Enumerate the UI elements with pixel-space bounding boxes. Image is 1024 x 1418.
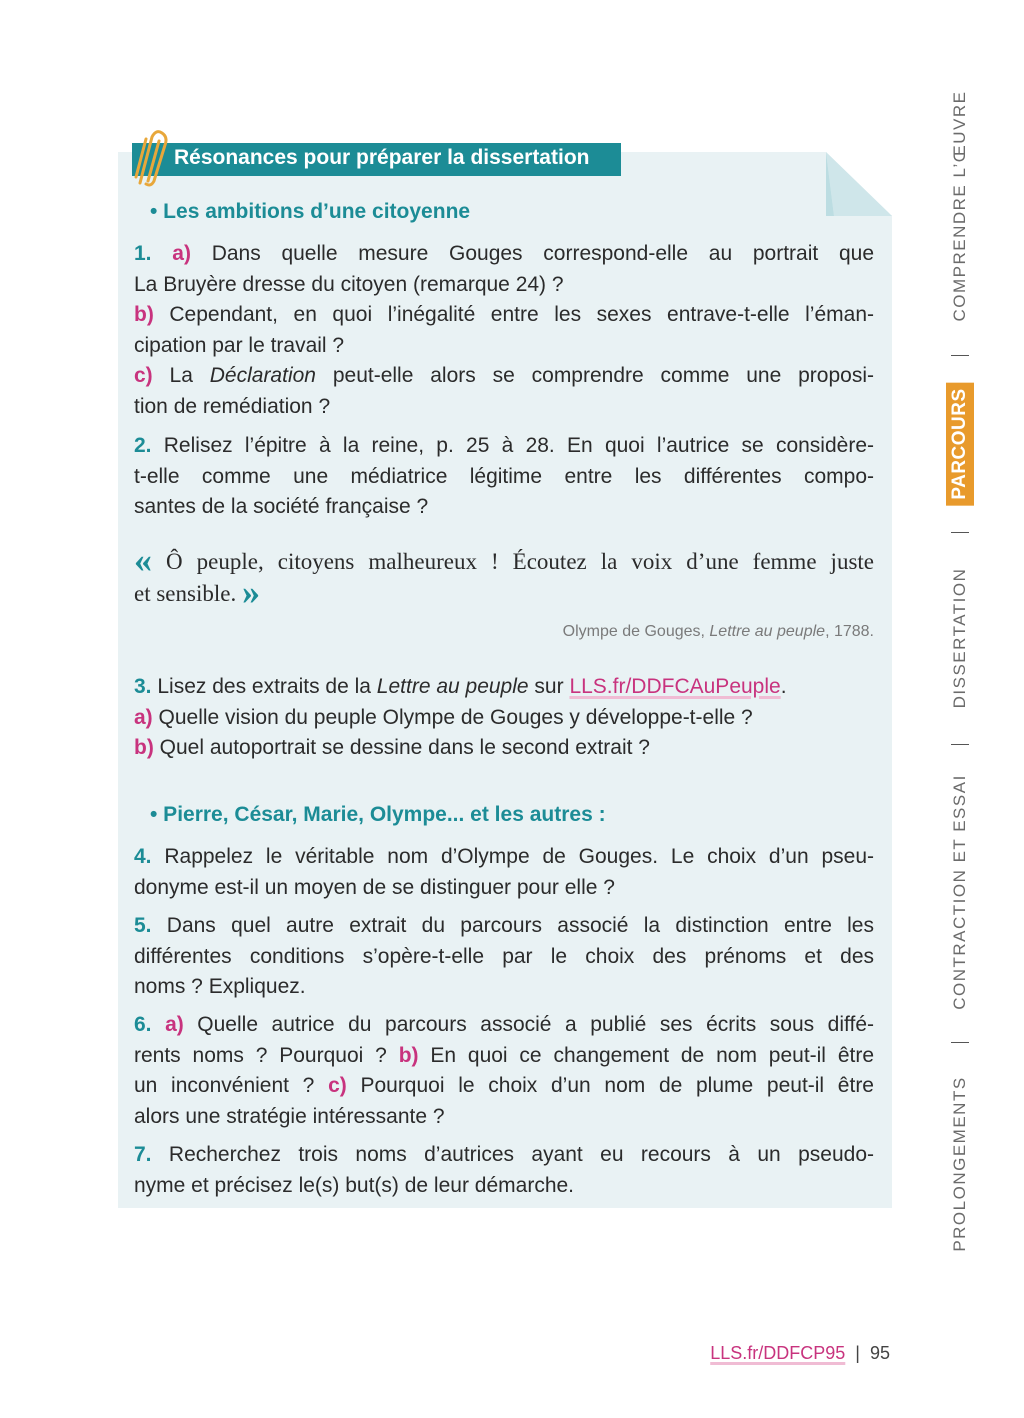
page-number: 95 bbox=[869, 1343, 890, 1363]
section-heading-ambitions: • Les ambitions d’une citoyenne bbox=[150, 200, 471, 223]
question-text: En quoi ce changement de nom peut-il être bbox=[418, 1043, 874, 1067]
lettre-au-peuple-link[interactable]: LLS.fr/DDFCAuPeuple bbox=[569, 675, 781, 698]
question-6 bbox=[134, 1010, 874, 1132]
close-quote-mark: » bbox=[241, 578, 260, 610]
question-3-line bbox=[134, 703, 874, 734]
question-2-line: t-elle comme une médiatrice légitime entre les différentes compo- bbox=[134, 464, 874, 488]
question-letter: b) bbox=[134, 736, 154, 759]
question-4-line: donyme est-il un moyen de se distinguer pour elle ? bbox=[134, 875, 615, 899]
quotation bbox=[134, 546, 874, 610]
question-letter: c) bbox=[134, 364, 153, 387]
question-text: Quel autoportrait se dessine dans le second extrait ? bbox=[153, 736, 650, 759]
source-author: Olympe de Gouges, bbox=[562, 623, 710, 640]
sidenav-comprendre-label: COMPRENDRE L’ŒUVRE bbox=[950, 90, 969, 322]
question-letter: b) bbox=[398, 1043, 419, 1067]
sidenav-prolongements-label: PROLONGEMENTS bbox=[950, 1076, 969, 1252]
question-letter: a) bbox=[134, 705, 153, 729]
quotation-text: Ô peuple, citoyens malheureux ! Écoutez la voix d’une femme juste bbox=[152, 549, 874, 574]
question-1-line: tion de remédiation ? bbox=[134, 394, 331, 418]
question-3-line bbox=[134, 672, 874, 703]
question-letter: b) bbox=[134, 303, 154, 326]
question-text: Cependant, en quoi l’inégalité entre les sexes entrave-t-elle l’éman- bbox=[153, 303, 874, 326]
card-title: Résonances pour préparer la dissertation bbox=[174, 146, 590, 169]
question-5-line: différentes conditions s’opère-t-elle par le choix des prénoms et des bbox=[134, 944, 874, 968]
question-6-line bbox=[134, 1041, 874, 1072]
card-title-banner bbox=[132, 143, 621, 176]
question-7 bbox=[134, 1140, 874, 1201]
sidenav-divider bbox=[951, 744, 969, 745]
question-letter: c) bbox=[328, 1074, 347, 1097]
question-letter: a) bbox=[172, 242, 191, 265]
page-footer bbox=[710, 1343, 890, 1364]
source-date: , 1788. bbox=[825, 623, 874, 640]
question-2-line: santes de la société française ? bbox=[134, 495, 429, 518]
question-4 bbox=[134, 842, 874, 903]
work-title: Lettre au peuple bbox=[376, 675, 529, 698]
question-text: Dans quelle mesure Gouges correspond-elle au portrait que bbox=[190, 242, 874, 265]
question-number: 2. bbox=[134, 434, 152, 457]
section-heading-pseudonymes: • Pierre, César, Marie, Olympe... et les autres : bbox=[150, 803, 606, 826]
question-4-line bbox=[134, 842, 874, 873]
quotation-text: et sensible. bbox=[134, 581, 242, 606]
question-1-line: cipation par le travail ? bbox=[134, 333, 345, 357]
footer-separator: | bbox=[855, 1343, 860, 1363]
question-number: 4. bbox=[134, 845, 152, 868]
question-text: Rappelez le véritable nom d’Olympe de Gouges. Le choix d’un pseu- bbox=[151, 845, 874, 868]
question-6-line bbox=[134, 1071, 874, 1102]
question-3 bbox=[134, 672, 874, 764]
question-1-line bbox=[134, 361, 874, 392]
quotation-line bbox=[134, 578, 874, 610]
question-text: Recherchez trois noms d’autrices ayant eu recours à un pseudo- bbox=[151, 1143, 874, 1166]
open-quote-mark: « bbox=[134, 546, 152, 578]
question-1-line bbox=[134, 300, 874, 331]
question-1-line bbox=[134, 239, 874, 270]
question-text: un inconvénient ? bbox=[134, 1074, 329, 1097]
sidenav-divider bbox=[951, 1042, 969, 1043]
question-number: 7. bbox=[134, 1143, 152, 1166]
source-title: Lettre au peuple bbox=[709, 623, 826, 640]
question-text: Quelle vision du peuple Olympe de Gouges y développe-t-elle ? bbox=[152, 705, 753, 729]
question-text: La bbox=[152, 364, 210, 387]
question-2 bbox=[134, 431, 874, 523]
question-5-line: noms ? Expliquez. bbox=[134, 975, 306, 998]
question-text: . bbox=[780, 675, 787, 698]
question-6-line bbox=[134, 1010, 874, 1041]
question-5-line bbox=[134, 911, 874, 942]
question-text: Lisez des extraits de la bbox=[151, 675, 377, 698]
question-text: Quelle autrice du parcours associé a publié ses écrits sous diffé- bbox=[183, 1013, 874, 1036]
question-number: 3. bbox=[134, 675, 152, 698]
question-number: 5. bbox=[134, 914, 152, 937]
question-number: 6. bbox=[134, 1013, 152, 1036]
sidenav-divider bbox=[951, 355, 969, 356]
question-text: Dans quel autre extrait du parcours associé la distinction entre les bbox=[151, 914, 874, 937]
quotation-line bbox=[134, 546, 874, 578]
sidenav-parcours-label: PARCOURS bbox=[946, 382, 974, 505]
question-text: Pourquoi le choix d’un nom de plume peut-il être bbox=[346, 1074, 874, 1097]
question-1 bbox=[134, 239, 874, 422]
question-5 bbox=[134, 911, 874, 1003]
sidenav-dissertation-label: DISSERTATION bbox=[950, 567, 969, 709]
question-7-line bbox=[134, 1140, 874, 1171]
question-letter: a) bbox=[165, 1013, 184, 1036]
quotation-source bbox=[563, 623, 874, 641]
question-text: Relisez l’épitre à la reine, p. 25 à 28. En quoi l’autrice se considère- bbox=[151, 434, 874, 457]
question-number: 1. bbox=[134, 242, 152, 265]
question-text: peut-elle alors se comprendre comme une proposi- bbox=[315, 364, 874, 387]
work-title: Déclaration bbox=[209, 364, 316, 387]
question-text: sur bbox=[528, 675, 570, 698]
question-1-line: La Bruyère dresse du citoyen (remarque 24) ? bbox=[134, 272, 564, 296]
question-3-line bbox=[134, 733, 874, 764]
footer-link[interactable]: LLS.fr/DDFCP95 bbox=[710, 1343, 846, 1363]
question-7-line: nyme et précisez le(s) but(s) de leur démarche. bbox=[134, 1173, 575, 1197]
page-fold-corner bbox=[826, 152, 892, 216]
sidenav-contraction-label: CONTRACTION ET ESSAI bbox=[950, 774, 969, 1010]
sidenav-divider bbox=[951, 532, 969, 533]
question-2-line bbox=[134, 431, 874, 462]
paperclip-icon bbox=[132, 127, 174, 189]
question-text: rents noms ? Pourquoi ? bbox=[134, 1043, 399, 1067]
question-6-line: alors une stratégie intéressante ? bbox=[134, 1104, 445, 1128]
